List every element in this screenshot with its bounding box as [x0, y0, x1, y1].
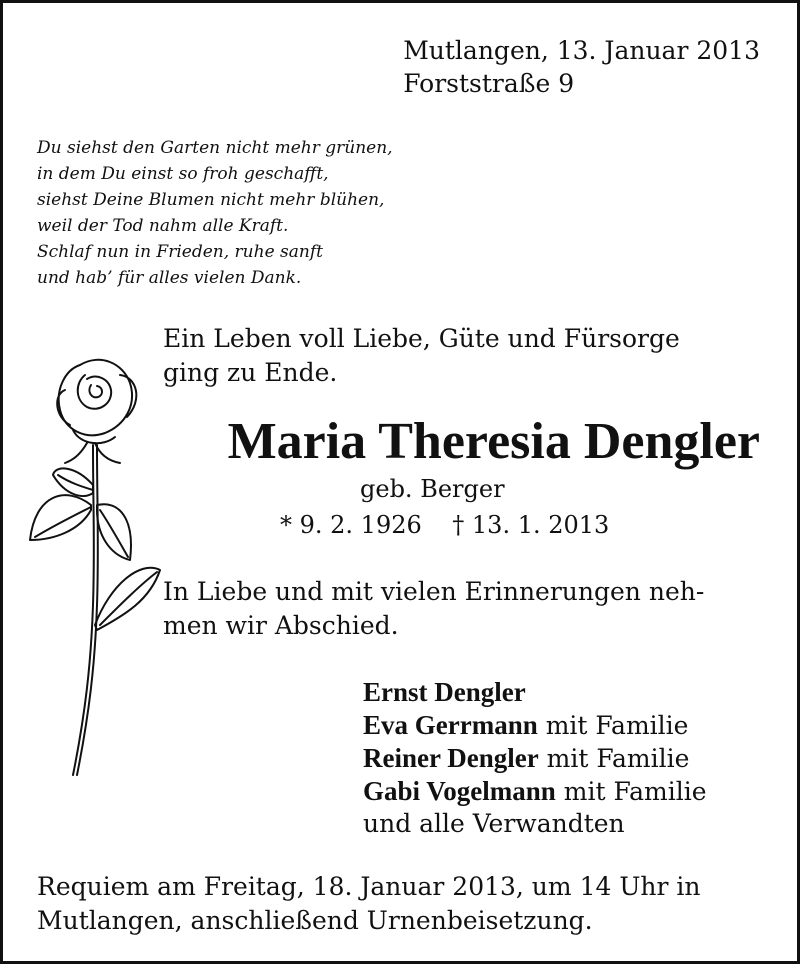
place-date-block [403, 34, 760, 100]
death-date: † 13. 1. 2013 [452, 511, 610, 539]
mourner [363, 676, 707, 709]
poem [37, 135, 393, 291]
mourner-suffix: mit Familie [538, 744, 690, 773]
mourners-list [363, 676, 707, 840]
poem-line: Du siehst den Garten nicht mehr grünen, [37, 138, 393, 158]
mourner [363, 742, 707, 775]
requiem-line: Mutlangen, anschließend Urnenbeisetzung. [37, 906, 593, 935]
poem-line: und hab’ für alles vielen Dank. [37, 268, 302, 288]
poem-line: siehst Deine Blumen nicht mehr blühen, [37, 190, 385, 210]
intro-text [163, 322, 760, 390]
intro-line: ging zu Ende. [163, 358, 338, 387]
farewell-line: In Liebe und mit vielen Erinnerungen neh- [163, 577, 705, 606]
requiem-line: Requiem am Freitag, 18. Januar 2013, um 14 Uhr in [37, 872, 701, 901]
mourner-suffix: mit Familie [537, 711, 689, 740]
address: Forststraße 9 [403, 69, 575, 98]
intro-line: Ein Leben voll Liebe, Güte und Fürsorge [163, 324, 680, 353]
mourner-name: Ernst Dengler [363, 677, 526, 707]
poem-line: Schlaf nun in Frieden, ruhe sanft [37, 242, 323, 262]
deceased-name: Maria Theresia Dengler [227, 413, 760, 470]
mourners-closing: und alle Verwandten [363, 809, 625, 838]
poem-line: in dem Du einst so froh geschafft, [37, 164, 329, 184]
mourner-name: Reiner Dengler [363, 743, 539, 773]
farewell-line: men wir Abschied. [163, 611, 399, 640]
mourner-name: Gabi Vogelmann [363, 776, 556, 806]
mourner-suffix: mit Familie [555, 777, 707, 806]
life-dates [280, 510, 609, 540]
rose-icon [25, 345, 165, 785]
mourner [363, 709, 707, 742]
birth-date: * 9. 2. 1926 [280, 511, 422, 539]
mourner-name: Eva Gerrmann [363, 710, 538, 740]
born-name: geb. Berger [360, 475, 505, 503]
farewell-text [163, 575, 760, 643]
place-date: Mutlangen, 13. Januar 2013 [403, 36, 760, 65]
poem-line: weil der Tod nahm alle Kraft. [37, 216, 289, 236]
requiem-notice [37, 870, 760, 938]
mourner [363, 775, 707, 808]
